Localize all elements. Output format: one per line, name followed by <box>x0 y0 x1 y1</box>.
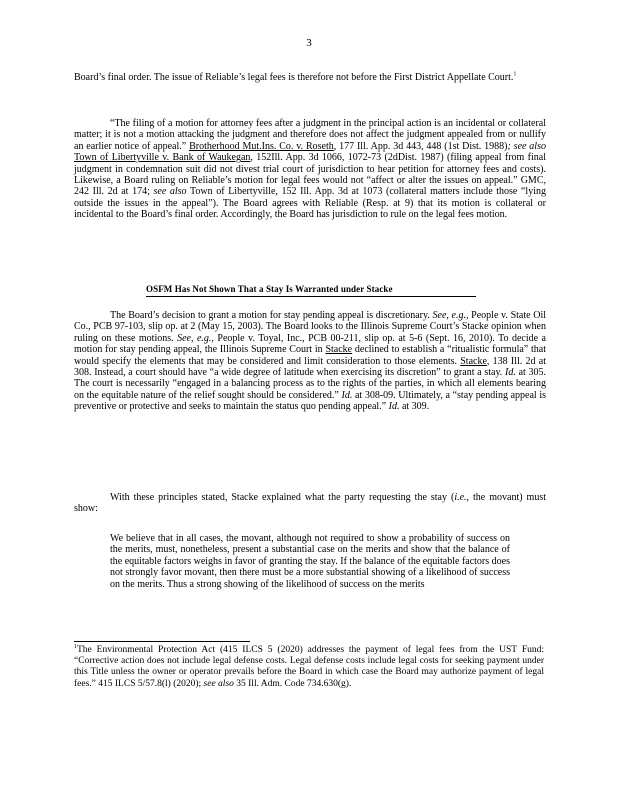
citation-signal: see also <box>203 678 234 689</box>
citation-signal: See, e.g., <box>432 310 469 321</box>
paragraph-text: With these principles stated, Stacke explained what the party requesting the stay ( <box>110 492 455 503</box>
paragraph-text: at 305. The court is necessarily “engaged in a balancing process as to the rights of the parties, in which all elements bearing on the equitable nature of the relief sought should be considered.” <box>74 367 547 401</box>
citation-signal: See, e.g., <box>177 332 214 344</box>
paragraph-jurisdiction-intro <box>74 72 546 83</box>
paragraph-text: , the movant) must show: <box>74 492 546 515</box>
paragraph-stacke-showing <box>74 492 546 515</box>
paragraph-text: , 152Ill. App. 3d 1066, 1072-73 (2dDist. 1987) (filing appeal from final judgment in condemnation suit did not divest trial court of jurisdiction to hear petition for attorney fees and costs). Likewise, a Board ruling on Reliable’s motion for legal fees would not “affect or alter the issues on appeal.” GMC, 242 Ill. 2d at 174; <box>74 152 546 198</box>
citation-signal: Id. <box>505 367 516 379</box>
paragraph-text: , 138 Ill. 2d at 308. Instead, a court should have “a wide degree of latitude when exercising its discretion” to grant a stay. <box>74 355 546 379</box>
paragraph-text: People v. Toyal, Inc., PCB 00-211, slip op. at 5-6 (Sept. 16, 2010). To decide a motion for stay pending appeal, the Illinois Supreme Court in <box>74 332 546 356</box>
case-citation: Stacke <box>325 344 353 356</box>
footnote <box>74 645 544 690</box>
citation-signal: see also <box>153 186 187 198</box>
citation-signal: ; see also <box>507 140 546 152</box>
citation-signal: Id. <box>341 389 353 401</box>
page-number: 3 <box>306 37 312 49</box>
case-citation: Brotherhood Mut.Ins. Co. v. Roseth <box>189 140 334 152</box>
footnote-divider <box>74 641 250 642</box>
paragraph-text: Town of Libertyville, 152 Ill. App. 3d at 1073 (collateral matters include those “lying outside the issues in the appeal”). The Board agrees with Reliable (Resp. at 9) that its motion is collateral or incidental to the Board’s final order. Accordingly, the Board has jurisdiction to rule on the legal fees motion. <box>74 186 546 221</box>
paragraph-text: , 177 Ill. App. 3d 443, 448 (1st Dist. 1988) <box>333 140 508 152</box>
paragraph-text: People v. State Oil Co., PCB 97-103, slip op. at 2 (May 15, 2003). The Board looks to the Illinois Supreme Court’s Stacke opinion when ruling on these motions. <box>74 310 547 344</box>
paragraph-text: Board’s final order. The issue of Reliable’s legal fees is therefore not before the First District Appellate Court. <box>74 72 514 83</box>
case-citation: Stacke <box>460 355 487 367</box>
footnote-text: The Environmental Protection Act (415 ILCS 5 (2020) addresses the payment of legal fees from the UST Fund: “Corrective action does not include legal defense costs. Legal defense costs include legal costs for seeking payment under this Title unless the owner or operator prevails before the Board in which case the Board may authorize payment of legal fees.” 415 ILCS 5/57.8(l) (2020); <box>74 645 544 689</box>
footnote-text: 35 Ill. Adm. Code 734.630(g). <box>236 678 352 689</box>
paragraph-text: The Board’s decision to grant a motion for stay pending appeal is discretionary. <box>110 310 430 321</box>
citation-signal: i.e. <box>454 492 467 503</box>
block-quote: We believe that in all cases, the movant, although not required to show a probability of success on the merits, must, nonetheless, present a substantial case on the merits and show that the balance of the equitable factors weighs in favor of granting the stay. If the balance of the equitable factors does not strongly favor movant, then there must be a more substantial showing of a likelihood of success on the merits. Thus a strong showing of the likelihood of success on the merits <box>110 533 510 590</box>
paragraph-collateral-matters <box>74 118 546 221</box>
paragraph-text: at 308-09. Ultimately, a “stay pending appeal is preventive or protective and seeks to maintain the status quo pending appeal.” <box>74 389 547 413</box>
paragraph-text: declined to establish a “ritualistic formula” that would specify the elements that may be considered and limit consideration to those elements. <box>74 344 547 367</box>
footnote-mark: 1 <box>74 643 77 650</box>
section-heading: OSFM Has Not Shown That a Stay Is Warranted under Stacke <box>146 284 476 297</box>
paragraph-stay-standard <box>74 310 546 413</box>
citation-signal: Id. <box>388 401 400 413</box>
paragraph-text: at 309. <box>401 401 430 413</box>
paragraph-text: “The filing of a motion for attorney fees after a judgment in the principal action is an incidental or collateral matter; it is not a motion attacking the judgment and therefore does not affect the judgment appealed from or nullify an earlier notice of appeal.” <box>74 118 546 152</box>
footnote-reference: 1 <box>513 71 517 78</box>
case-citation: Town of Libertyville v. Bank of Waukegan <box>74 152 251 164</box>
